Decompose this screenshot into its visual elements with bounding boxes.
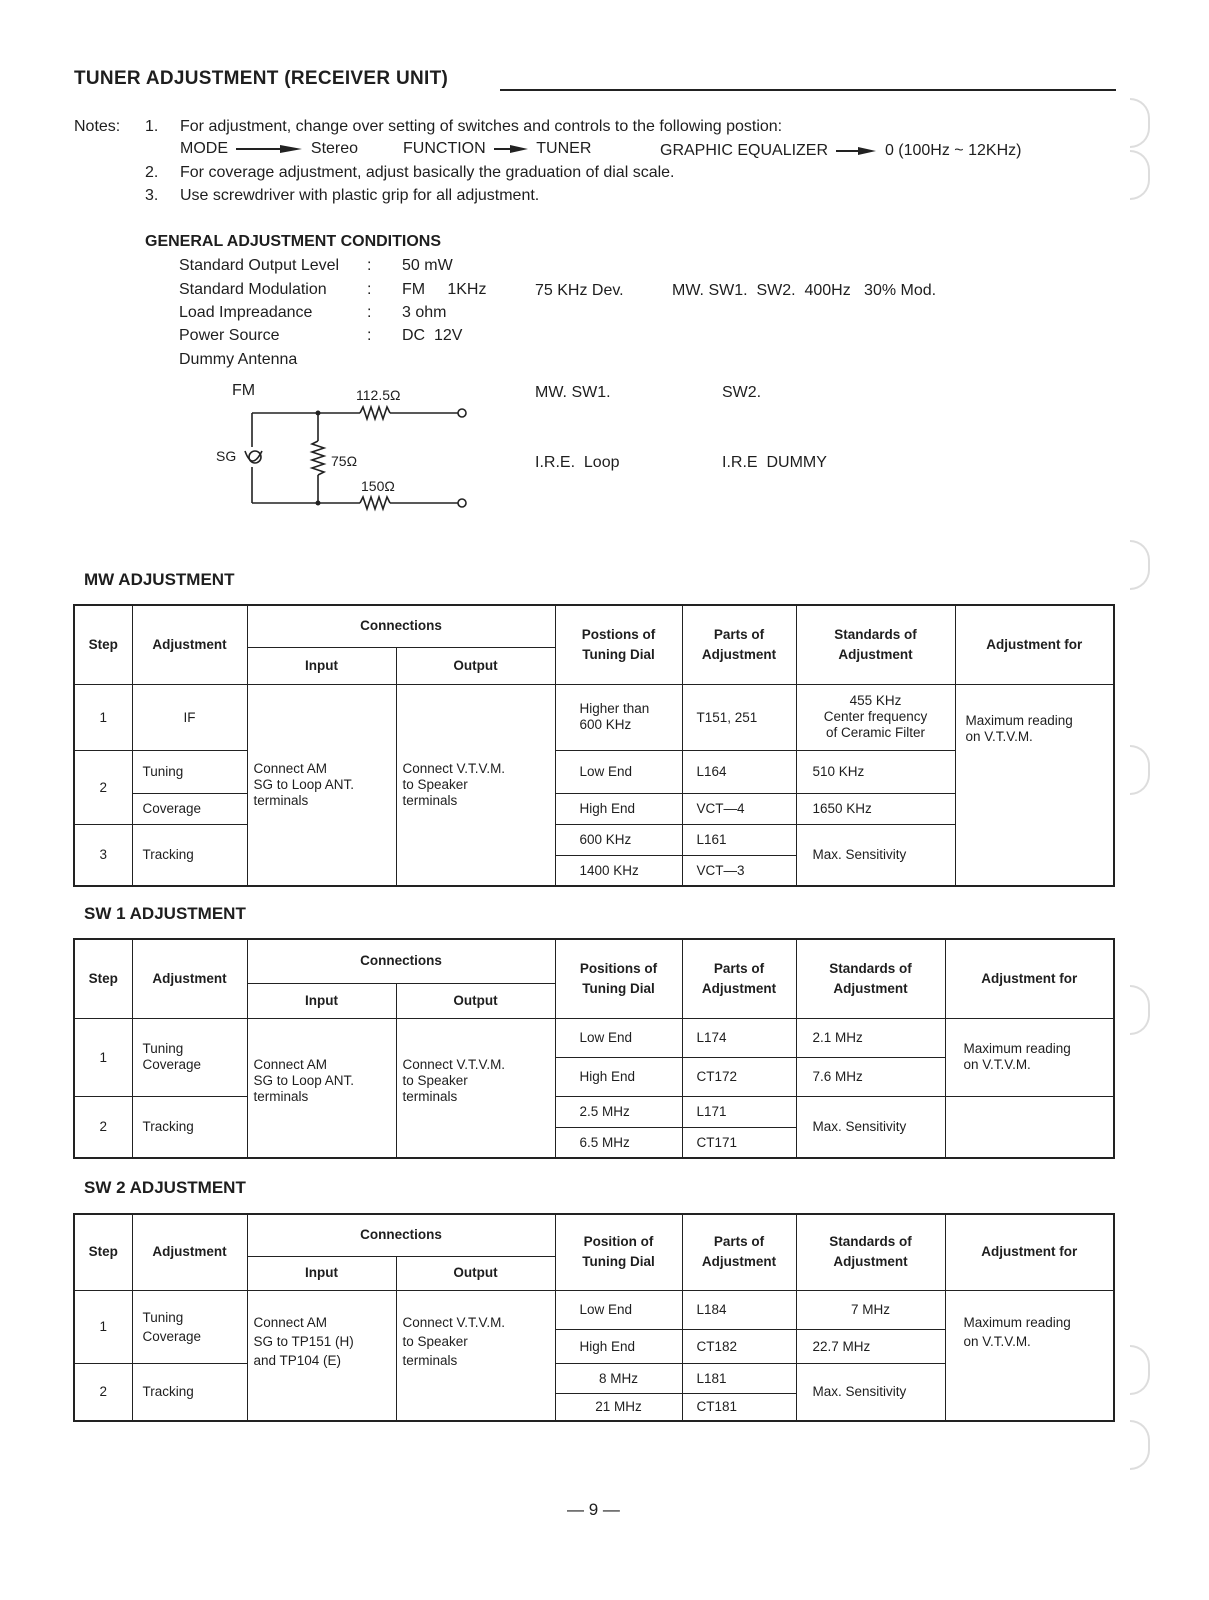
col-connections: Connections xyxy=(247,1214,555,1256)
function-setting xyxy=(403,140,591,158)
part-cell: VCT—4 xyxy=(682,793,796,824)
adjustment-cell: Tuning xyxy=(132,750,247,793)
step-cell: 2 xyxy=(74,1096,132,1158)
standard-cell: 22.7 MHz xyxy=(796,1329,945,1363)
col-output: Output xyxy=(396,1256,555,1290)
col-positions: Position of Tuning Dial xyxy=(555,1214,682,1290)
col-positions: Postions of Tuning Dial xyxy=(555,605,682,684)
mode-setting xyxy=(180,140,358,158)
col-standards: Standards of Adjustment xyxy=(796,1214,945,1290)
resistor-label: 150Ω xyxy=(361,478,395,494)
adjustment-for-cell: Maximum reading on V.T.V.M. xyxy=(955,684,1114,886)
arrow-right-icon xyxy=(494,144,528,154)
sw2-heading: SW 2 ADJUSTMENT xyxy=(84,1178,246,1197)
cond-value: 50 mW xyxy=(402,257,453,274)
col-input: Input xyxy=(247,983,396,1018)
standard-cell: 510 KHz xyxy=(796,750,955,793)
output-cell: Connect V.T.V.M. to Speaker terminals xyxy=(396,1290,555,1421)
cond-label: Load Impreadance xyxy=(179,304,313,321)
adjustment-cell: IF xyxy=(132,684,247,750)
output-cell: Connect V.T.V.M. to Speaker terminals xyxy=(396,1018,555,1158)
standard-cell: Max. Sensitivity xyxy=(796,1363,945,1421)
adjustment-for-blank xyxy=(945,1096,1114,1158)
col-parts: Parts of Adjustment xyxy=(682,605,796,684)
note-3-num: 3. xyxy=(145,187,159,204)
col-input: Input xyxy=(247,1256,396,1290)
cond-label: Standard Modulation xyxy=(179,281,327,298)
part-cell: L184 xyxy=(682,1290,796,1329)
note-2-num: 2. xyxy=(145,164,159,181)
col-parts: Parts of Adjustment xyxy=(682,939,796,1018)
arrow-right-icon xyxy=(836,146,876,156)
fm-deviation: 75 KHz Dev. xyxy=(535,282,624,299)
position-cell: 21 MHz xyxy=(555,1393,682,1421)
eq-setting xyxy=(660,142,1021,160)
step-cell: 2 xyxy=(74,750,132,824)
resistor-label: 75Ω xyxy=(331,453,358,469)
part-cell: L164 xyxy=(682,750,796,793)
col-adjustment-for: Adjustment for xyxy=(955,605,1114,684)
col-adjustment-for: Adjustment for xyxy=(945,1214,1114,1290)
binder-hole xyxy=(1130,745,1150,795)
eq-label: GRAPHIC EQUALIZER xyxy=(660,142,829,159)
dummy-antenna-label: Dummy Antenna xyxy=(179,351,298,368)
standard-cell: 7.6 MHz xyxy=(796,1057,945,1096)
binder-hole xyxy=(1130,1345,1150,1395)
position-cell: Low End xyxy=(555,750,682,793)
input-cell: Connect AM SG to Loop ANT. terminals xyxy=(247,684,396,886)
mode-label: MODE xyxy=(180,140,228,157)
position-cell: 8 MHz xyxy=(555,1363,682,1393)
ire-loop-label: I.R.E. Loop xyxy=(535,454,620,471)
step-cell: 2 xyxy=(74,1363,132,1421)
col-adjustment: Adjustment xyxy=(132,1214,247,1290)
position-cell: 2.5 MHz xyxy=(555,1096,682,1127)
ire-dummy-label: I.R.E DUMMY xyxy=(722,454,827,471)
cond-value: DC 12V xyxy=(402,327,463,344)
adjustment-cell: Coverage xyxy=(132,793,247,824)
position-cell: Low End xyxy=(555,1290,682,1329)
step-cell: 1 xyxy=(74,1018,132,1096)
col-connections: Connections xyxy=(247,605,555,647)
col-parts: Parts of Adjustment xyxy=(682,1214,796,1290)
mw-heading: MW ADJUSTMENT xyxy=(84,570,235,589)
function-value: TUNER xyxy=(536,140,592,157)
sw2-label: SW2. xyxy=(722,384,762,401)
cond-label: Standard Output Level xyxy=(179,257,340,274)
col-step: Step xyxy=(74,1214,132,1290)
am-modulation: MW. SW1. SW2. 400Hz 30% Mod. xyxy=(672,282,937,299)
cond-sep: : xyxy=(367,327,372,344)
mode-value: Stereo xyxy=(310,140,359,157)
adjustment-cell: Tracking xyxy=(132,824,247,886)
mw-adjustment-table xyxy=(73,604,1115,887)
col-step: Step xyxy=(74,605,132,684)
binder-hole xyxy=(1130,98,1150,148)
part-cell: CT181 xyxy=(682,1393,796,1421)
col-standards: Standards of Adjustment xyxy=(796,939,945,1018)
position-cell: 6.5 MHz xyxy=(555,1127,682,1158)
col-input: Input xyxy=(247,647,396,684)
eq-value: 0 (100Hz ~ 12KHz) xyxy=(884,142,1022,159)
standard-cell: 1650 KHz xyxy=(796,793,955,824)
standard-cell: Max. Sensitivity xyxy=(796,824,955,886)
part-cell: L181 xyxy=(682,1363,796,1393)
cond-value: FM 1KHz xyxy=(402,281,487,298)
part-cell: L161 xyxy=(682,824,796,855)
note-1-num: 1. xyxy=(145,118,159,135)
binder-hole xyxy=(1130,150,1150,200)
mw-sw1-label: MW. SW1. xyxy=(535,384,611,401)
part-cell: T151, 251 xyxy=(682,684,796,750)
part-cell: L174 xyxy=(682,1018,796,1057)
sw1-adjustment-table xyxy=(73,938,1115,1159)
cond-value: 3 ohm xyxy=(402,304,447,321)
part-cell: CT171 xyxy=(682,1127,796,1158)
col-standards: Standards of Adjustment xyxy=(796,605,955,684)
part-cell: CT172 xyxy=(682,1057,796,1096)
cond-sep: : xyxy=(367,281,372,298)
sg-label: SG xyxy=(216,448,237,464)
part-cell: VCT—3 xyxy=(682,855,796,886)
sw1-heading: SW 1 ADJUSTMENT xyxy=(84,904,246,923)
general-heading: GENERAL ADJUSTMENT CONDITIONS xyxy=(145,233,442,250)
col-adjustment: Adjustment xyxy=(132,939,247,1018)
notes-label: Notes: xyxy=(74,118,121,135)
col-adjustment: Adjustment xyxy=(132,605,247,684)
sw2-adjustment-table xyxy=(73,1213,1115,1422)
col-positions: Positions of Tuning Dial xyxy=(555,939,682,1018)
standard-cell: Max. Sensitivity xyxy=(796,1096,945,1158)
step-cell: 3 xyxy=(74,824,132,886)
col-step: Step xyxy=(74,939,132,1018)
position-cell: 600 KHz xyxy=(555,824,682,855)
cond-sep: : xyxy=(367,304,372,321)
cond-sep: : xyxy=(367,257,372,274)
arrow-right-icon xyxy=(236,144,302,154)
function-label: FUNCTION xyxy=(403,140,486,157)
adjustment-cell: Tracking xyxy=(132,1363,247,1421)
step-cell: 1 xyxy=(74,684,132,750)
part-cell: CT182 xyxy=(682,1329,796,1363)
note-1-text: For adjustment, change over setting of switches and controls to the following postion: xyxy=(180,118,783,135)
col-connections: Connections xyxy=(247,939,555,983)
binder-hole xyxy=(1130,985,1150,1035)
position-cell: High End xyxy=(555,1057,682,1096)
resistor-label: 112.5Ω xyxy=(356,387,401,403)
dummy-antenna-diagram xyxy=(200,375,490,525)
fm-label: FM xyxy=(232,382,256,399)
standard-cell: 2.1 MHz xyxy=(796,1018,945,1057)
note-2-text: For coverage adjustment, adjust basically the graduation of dial scale. xyxy=(180,164,675,181)
standard-cell: 7 MHz xyxy=(796,1290,945,1329)
title-rule xyxy=(500,89,1116,91)
page-number: — 9 — xyxy=(567,1500,620,1519)
adjustment-cell: Tuning Coverage xyxy=(132,1018,247,1096)
page-title: TUNER ADJUSTMENT (RECEIVER UNIT) xyxy=(74,68,449,89)
part-cell: L171 xyxy=(682,1096,796,1127)
adjustment-cell: Tuning Coverage xyxy=(132,1290,247,1363)
standard-cell: 455 KHz Center frequency of Ceramic Filter xyxy=(796,684,955,750)
binder-hole xyxy=(1130,1420,1150,1470)
adjustment-cell: Tracking xyxy=(132,1096,247,1158)
position-cell: 1400 KHz xyxy=(555,855,682,886)
adjustment-for-cell: Maximum reading on V.T.V.M. xyxy=(945,1018,1114,1096)
position-cell: High End xyxy=(555,1329,682,1363)
position-cell: Low End xyxy=(555,1018,682,1057)
input-cell: Connect AM SG to TP151 (H) and TP104 (E) xyxy=(247,1290,396,1421)
position-cell: High End xyxy=(555,793,682,824)
col-output: Output xyxy=(396,647,555,684)
cond-label: Power Source xyxy=(179,327,280,344)
binder-hole xyxy=(1130,540,1150,590)
col-output: Output xyxy=(396,983,555,1018)
position-cell: Higher than 600 KHz xyxy=(555,684,682,750)
col-adjustment-for: Adjustment for xyxy=(945,939,1114,1018)
note-3-text: Use screwdriver with plastic grip for all adjustment. xyxy=(180,187,540,204)
output-cell: Connect V.T.V.M. to Speaker terminals xyxy=(396,684,555,886)
adjustment-for-cell: Maximum reading on V.T.V.M. xyxy=(945,1290,1114,1421)
step-cell: 1 xyxy=(74,1290,132,1363)
input-cell: Connect AM SG to Loop ANT. terminals xyxy=(247,1018,396,1158)
